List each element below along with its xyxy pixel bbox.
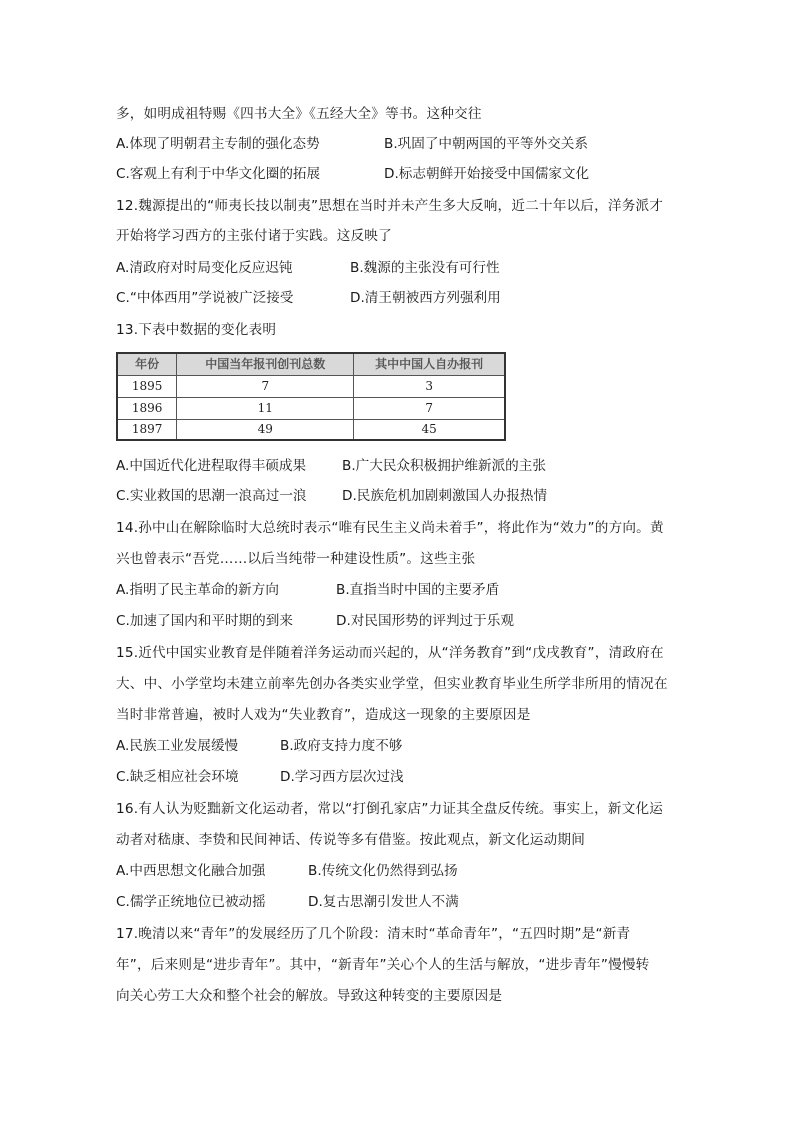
q14-stem-line-1: 14.孙中山在解除临时大总统时表示“唯有民生主义尚未着手”，将此作为“效力”的方向。黄 bbox=[116, 520, 664, 536]
q15-options-row-1 bbox=[116, 736, 716, 756]
newspaper-data-table bbox=[116, 352, 506, 441]
q15-stem-line-3: 当时非常普遍，被时人戏为“失业教育”，造成这一现象的主要原因是 bbox=[116, 707, 531, 723]
q15-option-d[interactable]: D.学习西方层次过浅 bbox=[280, 769, 404, 785]
q14-option-b[interactable]: B.直指当时中国的主要矛盾 bbox=[336, 582, 500, 598]
table-cell-total: 11 bbox=[177, 398, 354, 420]
q15-stem-line-1: 15.近代中国实业教育是伴随着洋务运动而兴起的，从“洋务教育”到“戊戌教育”，清政府在 bbox=[116, 645, 664, 661]
q15-option-c[interactable]: C.缺乏相应社会环境 bbox=[116, 769, 239, 785]
table-cell-chinese-run: 3 bbox=[354, 376, 505, 398]
q13-option-c[interactable]: C.实业救国的思潮一浪高过一浪 bbox=[116, 488, 307, 504]
q12-stem-line-1: 12.魏源提出的“师夷长技以制夷”思想在当时并未产生多大反响，近二十年以后，洋务派才 bbox=[116, 198, 664, 214]
q16-options-row-2 bbox=[116, 892, 716, 912]
table-cell-chinese-run: 45 bbox=[354, 420, 505, 441]
q11-options-row-2 bbox=[116, 164, 716, 184]
q14-option-a[interactable]: A.指明了民主革命的新方向 bbox=[116, 582, 279, 598]
q15-option-a[interactable]: A.民族工业发展缓慢 bbox=[116, 738, 239, 754]
q11-options-row-1 bbox=[116, 134, 716, 154]
q13-option-a[interactable]: A.中国近代化进程取得丰硕成果 bbox=[116, 458, 307, 474]
table-cell-chinese-run: 7 bbox=[354, 398, 505, 420]
q11-option-a[interactable]: A.体现了明朝君主专制的强化态势 bbox=[116, 136, 320, 152]
q13-options-row-2 bbox=[116, 486, 716, 506]
q16-stem-line-2: 动者对嵇康、李贽和民间神话、传说等多有借鉴。按此观点，新文化运动期间 bbox=[116, 832, 585, 848]
q14-option-d[interactable]: D.对民国形势的评判过于乐观 bbox=[336, 613, 514, 629]
q12-stem-line-2: 开始将学习西方的主张付诸于实践。这反映了 bbox=[116, 228, 392, 244]
q12-option-a[interactable]: A.清政府对时局变化反应迟钝 bbox=[116, 260, 293, 276]
q15-option-b[interactable]: B.政府支持力度不够 bbox=[280, 738, 403, 754]
q11-stem-line: 多，如明成祖特赐《四书大全》《五经大全》等书。这种交往 bbox=[116, 106, 482, 122]
table-row bbox=[117, 376, 505, 398]
q16-option-d[interactable]: D.复古思潮引发世人不满 bbox=[308, 894, 459, 910]
q16-stem-line-1: 16.有人认为贬黜新文化运动者，常以“打倒孔家店”力证其全盘反传统。事实上，新文化运 bbox=[116, 801, 664, 817]
q13-stem: 13.下表中数据的变化表明 bbox=[116, 322, 277, 338]
q14-stem-line-2: 兴也曾表示“吾党……以后当纯带一种建设性质”。这些主张 bbox=[116, 551, 476, 567]
table-cell-year: 1896 bbox=[117, 398, 177, 420]
table-header-total: 中国当年报刊创刊总数 bbox=[177, 353, 354, 376]
q16-option-a[interactable]: A.中西思想文化融合加强 bbox=[116, 863, 266, 879]
q12-options-row-1 bbox=[116, 258, 716, 278]
q12-option-c[interactable]: C.“中体西用”学说被广泛接受 bbox=[116, 290, 294, 306]
q15-stem-line-2: 大、中、小学堂均未建立前率先创办各类实业学堂，但实业教育毕业生所学非所用的情况在 bbox=[116, 676, 668, 692]
q14-options-row-1 bbox=[116, 580, 716, 600]
table-cell-year: 1895 bbox=[117, 376, 177, 398]
q17-stem-line-1: 17.晚清以来“青年”的发展经历了几个阶段：清末时“革命青年”，“五四时期”是“新青 bbox=[116, 926, 631, 942]
table-header-chinese-run: 其中中国人自办报刊 bbox=[354, 353, 505, 376]
q17-stem-line-3: 向关心劳工大众和整个社会的解放。导致这种转变的主要原因是 bbox=[116, 988, 503, 1004]
q14-options-row-2 bbox=[116, 611, 716, 631]
table-header-year: 年份 bbox=[117, 353, 177, 376]
q12-option-d[interactable]: D.清王朝被西方列强利用 bbox=[350, 290, 501, 306]
q15-options-row-2 bbox=[116, 767, 716, 787]
table-cell-year: 1897 bbox=[117, 420, 177, 441]
q16-options-row-1 bbox=[116, 861, 716, 881]
q13-options-row-1 bbox=[116, 456, 716, 476]
q13-option-b[interactable]: B.广大民众积极拥护维新派的主张 bbox=[342, 458, 546, 474]
table-cell-total: 7 bbox=[177, 376, 354, 398]
q11-option-b[interactable]: B.巩固了中朝两国的平等外交关系 bbox=[384, 136, 588, 152]
table-row bbox=[117, 420, 505, 441]
q14-option-c[interactable]: C.加速了国内和平时期的到来 bbox=[116, 613, 293, 629]
q16-option-b[interactable]: B.传统文化仍然得到弘扬 bbox=[308, 863, 458, 879]
table-header-row bbox=[117, 353, 505, 376]
table-row bbox=[117, 398, 505, 420]
q11-option-c[interactable]: C.客观上有利于中华文化圈的拓展 bbox=[116, 166, 321, 182]
q11-option-d[interactable]: D.标志朝鲜开始接受中国儒家文化 bbox=[384, 166, 590, 182]
q13-option-d[interactable]: D.民族危机加剧刺激国人办报热情 bbox=[342, 488, 548, 504]
q17-stem-line-2: 年”，后来则是“进步青年”。其中，“新青年”关心个人的生活与解放，“进步青年”慢慢转 bbox=[116, 957, 650, 973]
table-cell-total: 49 bbox=[177, 420, 354, 441]
q12-options-row-2 bbox=[116, 288, 716, 308]
q16-option-c[interactable]: C.儒学正统地位已被动摇 bbox=[116, 894, 266, 910]
q12-option-b[interactable]: B.魏源的主张没有可行性 bbox=[350, 260, 500, 276]
